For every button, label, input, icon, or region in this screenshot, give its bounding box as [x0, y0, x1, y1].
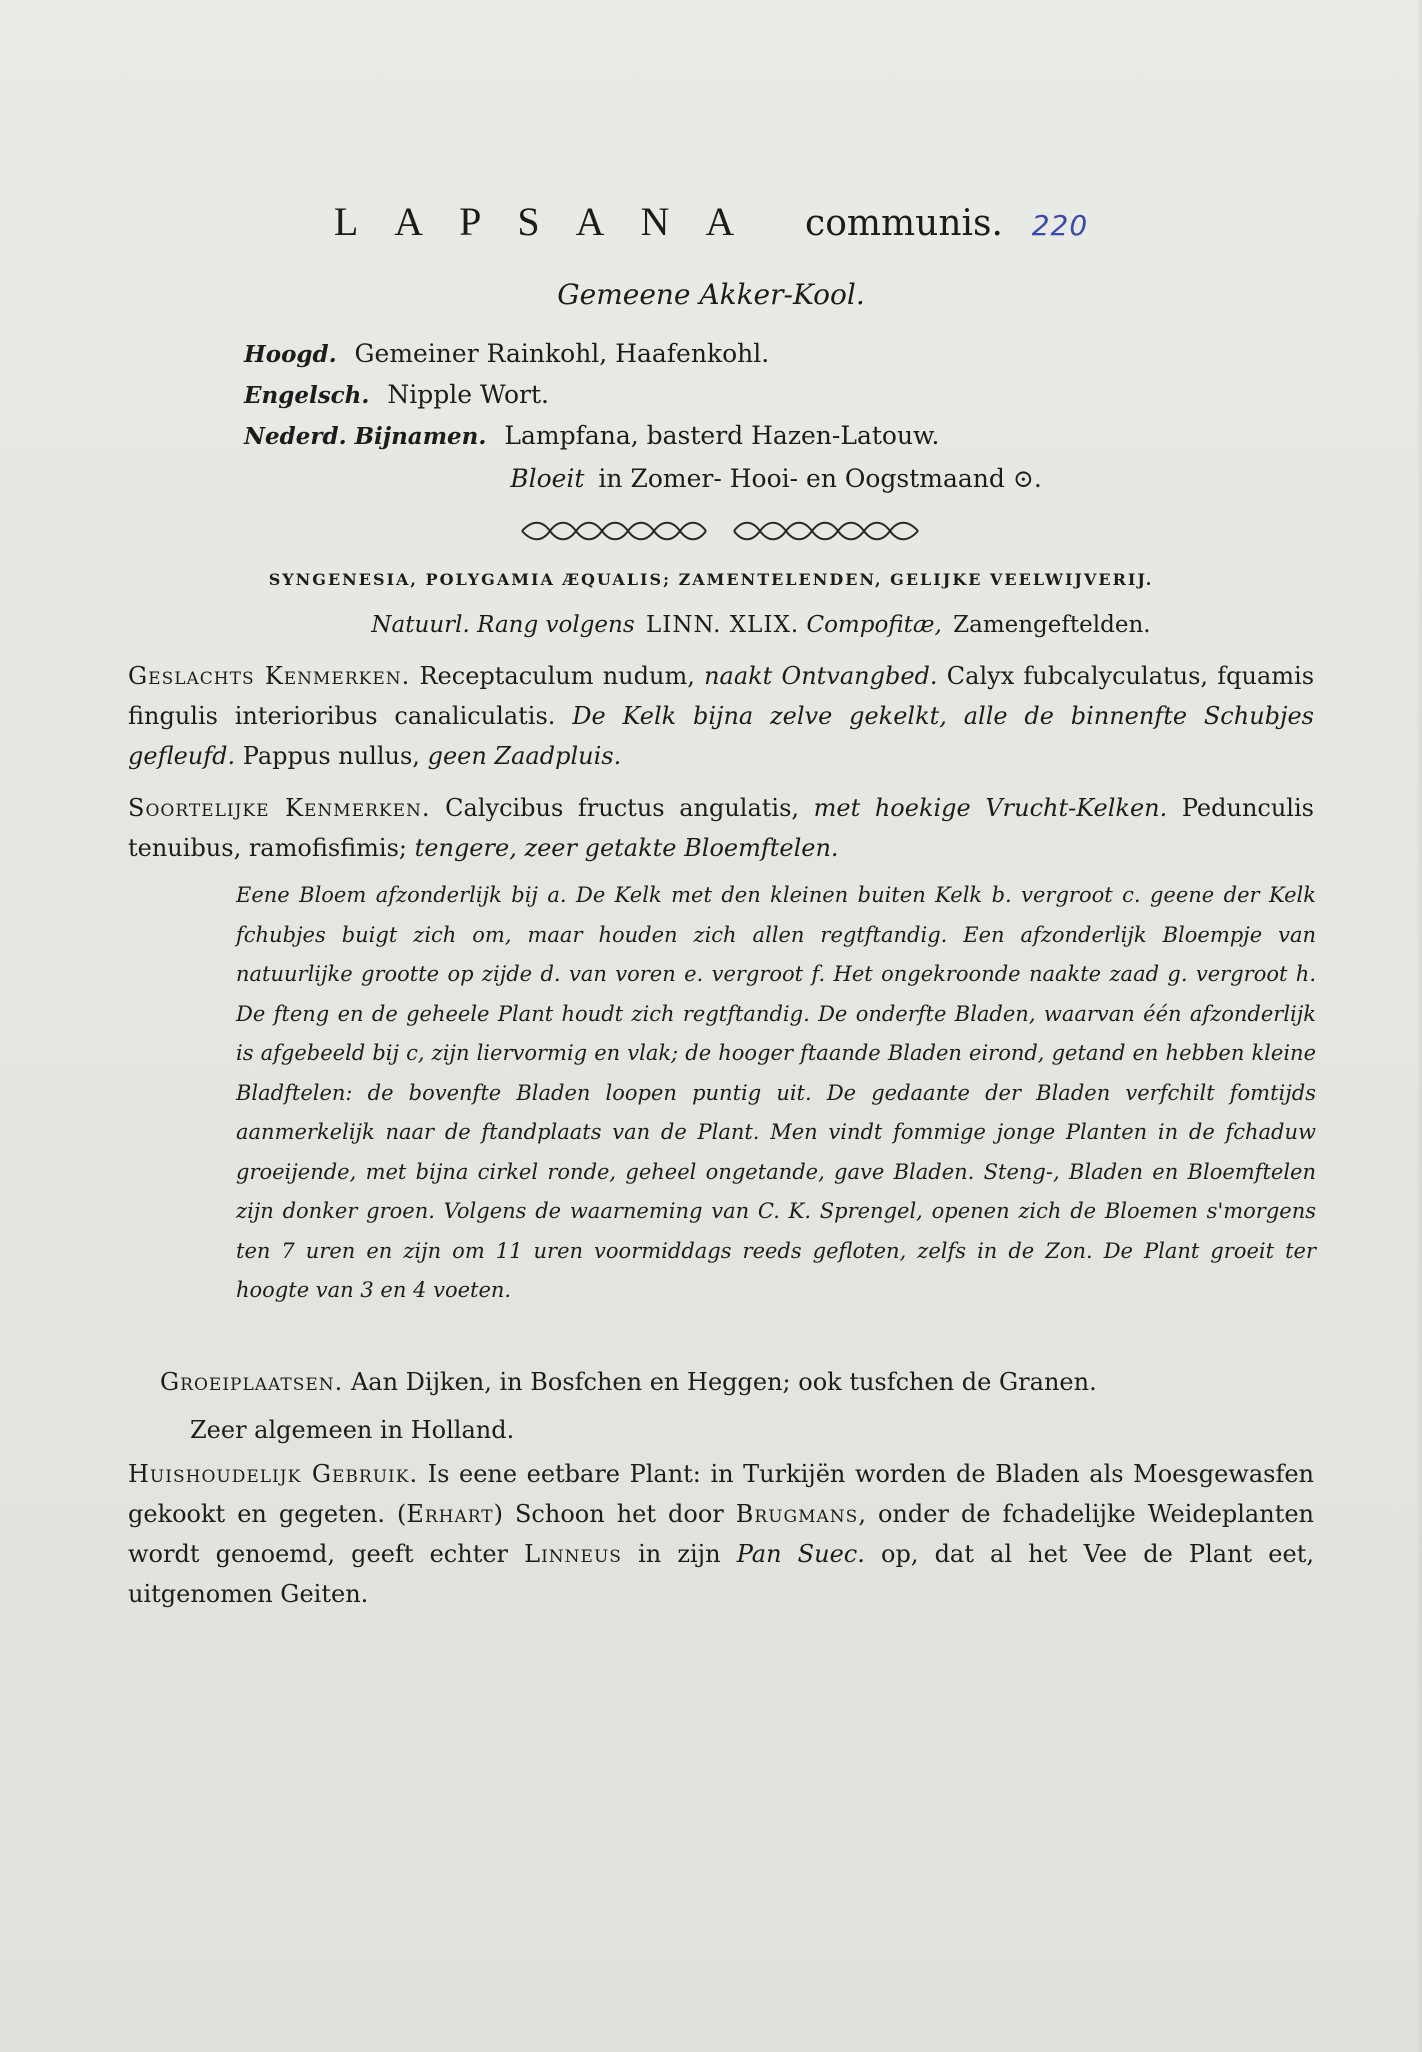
dutch-text: De Kelk bijna zelve gekelkt, alle de binnenfte Schubjes gefleufd. — [128, 702, 1314, 770]
rank-family-latin: Compofitæ, — [806, 612, 942, 638]
use-text: , onder de fchadelijke Weideplanten wordt genoemd, geeft echter — [128, 1500, 1315, 1568]
plate-number-annotation: 220 — [1031, 209, 1089, 242]
ornament-divider-icon — [520, 520, 920, 542]
species-characters — [128, 788, 1314, 868]
author-name: Erhart — [406, 1500, 494, 1528]
latin-text: Calycibus fructus angulatis, — [445, 794, 800, 822]
author-name: Linneus — [524, 1540, 622, 1568]
flowering-label: Bloeit — [510, 464, 585, 493]
genus-characters — [128, 656, 1314, 776]
household-use — [128, 1454, 1314, 1614]
common-name — [0, 278, 1422, 311]
vernacular-names — [244, 334, 939, 457]
name-label: Nederd. Bijnamen. — [244, 423, 487, 450]
habitat — [160, 1362, 1097, 1402]
habitat-text: Aan Dijken, in Bosfchen en Heggen; ook tusfchen de Granen. — [350, 1368, 1097, 1396]
use-text: op, dat al het Vee de Plant eet, uitgenomen Geiten. — [128, 1540, 1314, 1608]
dutch-text: tengere, zeer getakte Bloemftelen. — [414, 834, 839, 862]
flowering-season — [0, 464, 1422, 493]
plate-description: Eene Bloem afzonderlijk bij a. De Kelk met den kleinen buiten Kelk b. vergroot c. geene der Kelk fchubjes buigt zich om, maar houden zich allen regtftandig. Een afzonderlijk Bloempje van natuurlijke grootte op zijde d. van voren e. vergroot f. Het ongekroonde naakte zaad g. vergroot h. De fteng en de geheele Plant houdt zich regtftandig. De onderfte Bladen, waarvan één afzonderlijk is afgebeeld bij c, zijn liervormig en vlak; de hooger ftaande Bladen eirond, getand en hebben kleine Bladftelen: de bovenfte Bladen loopen puntig uit. De gedaante der Bladen verfchilt fomtijds aanmerkelijk naar de ftandplaats van de Plant. Men vindt fommige jonge Planten in de fchaduw groeijende, met bijna cirkel ronde, geheel ongetande, gave Bladen. Steng-, Bladen en Bloemftelen zijn donker groen. Volgens de waarneming van C. K. Sprengel, openen zich de Bloemen s'morgens ten 7 uren en zijn om 11 uren voormiddags reeds gefloten, zelfs in de Zon. De Plant groeit ter hoogte van 3 en 4 voeten. — [236, 883, 1316, 1302]
common-name-italic: Akker-Kool. — [699, 278, 865, 311]
page-title — [0, 198, 1422, 245]
rank-family-dutch: Zamengeftelden. — [953, 612, 1151, 638]
latin-text: Calyx fubcalyculatus, fquamis fingulis interioribus canaliculatis. — [128, 662, 1315, 730]
use-text: in zijn — [638, 1540, 721, 1568]
linnaean-classification: SYNGENESIA, POLYGAMIA ÆQUALIS; ZAMENTELENDEN, GELIJKE VEELWIJVERIJ. — [268, 570, 1154, 589]
name-label: Hoogd. — [244, 341, 337, 368]
flowering-text: in Zomer- Hooi- en Oogstmaand — [598, 464, 1005, 493]
genus-name: LAPSANA — [333, 199, 771, 244]
common-name-plain: Gemeene — [557, 278, 691, 311]
latin-text: Receptaculum nudum, — [419, 662, 695, 690]
natural-rank — [0, 612, 1422, 638]
dutch-text: geen Zaadpluis. — [427, 742, 622, 770]
work-title: Pan Suec. — [736, 1540, 865, 1568]
section-heading: Soortelijke Kenmerken. — [128, 794, 431, 822]
species-name: communis. — [805, 203, 1003, 244]
name-label: Engelsch. — [244, 382, 370, 409]
annual-symbol: ⊙. — [1012, 464, 1042, 493]
name-line — [244, 375, 939, 416]
name-value: Gemeiner Rainkohl, Haafenkohl. — [354, 339, 770, 368]
use-text: ) Schoon het door — [493, 1500, 724, 1528]
name-line — [244, 416, 939, 457]
rank-label: Natuurl. Rang volgens — [371, 612, 635, 638]
latin-text: Pappus nullus, — [242, 742, 420, 770]
rank-reference: LINN. XLIX. — [645, 612, 800, 638]
dutch-text: naakt Ontvangbed. — [704, 662, 938, 690]
section-heading: Huishoudelijk Gebruik. — [128, 1460, 419, 1488]
name-value: Nipple Wort. — [387, 380, 549, 409]
name-line — [244, 334, 939, 375]
latin-text: Pedunculis tenuibus, ramofisfimis; — [128, 794, 1314, 862]
use-text: Is eene eetbare Plant: in Turkijën worden de Bladen als Moesgewasfen gekookt en gegeten. ( — [128, 1460, 1314, 1528]
page-edge-shadow — [1416, 0, 1422, 2052]
section-heading: Geslachts Kenmerken. — [128, 662, 411, 690]
ornament-divider — [520, 520, 920, 542]
name-value: Lampfana, basterd Hazen-Latouw. — [504, 421, 940, 450]
habitat-frequency: Zeer algemeen in Holland. — [190, 1416, 515, 1444]
author-name: Brugmans — [735, 1500, 859, 1528]
dutch-text: met hoekige Vrucht-Kelken. — [813, 794, 1168, 822]
section-heading: Groeiplaatsen. — [160, 1368, 344, 1396]
